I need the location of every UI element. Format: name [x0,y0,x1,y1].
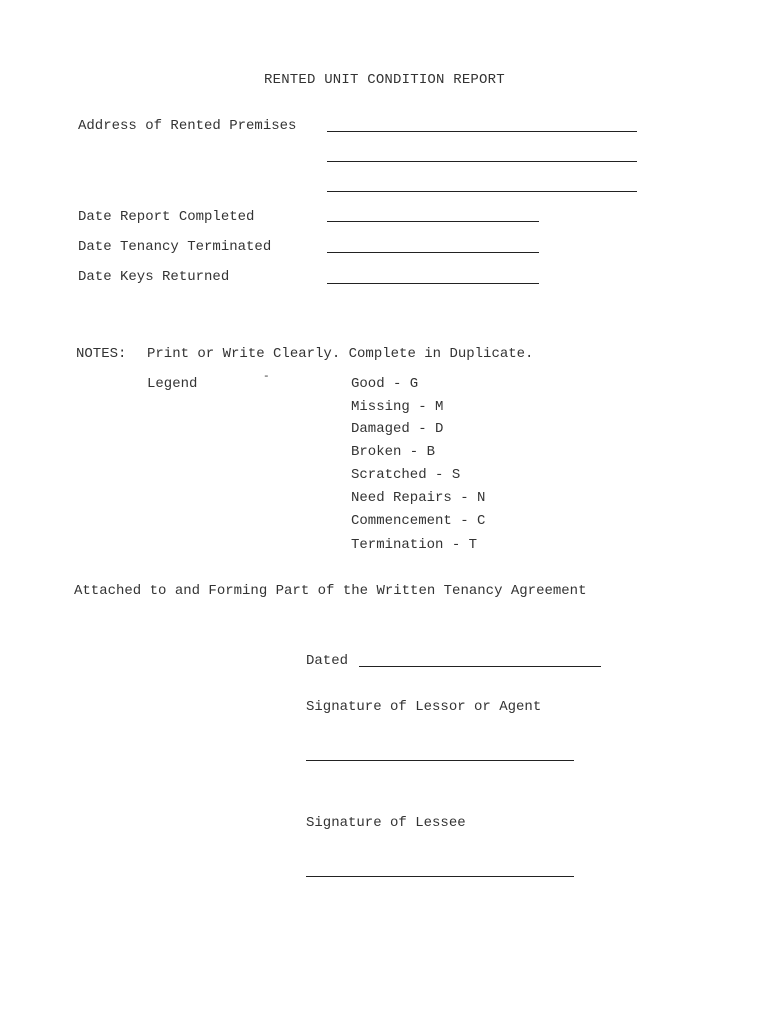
legend-item: Broken - B [351,444,436,460]
attached-statement: Attached to and Forming Part of the Written Tenancy Agreement [74,583,587,599]
legend-item: Termination - T [351,537,478,553]
date-tenancy-line[interactable] [327,252,539,253]
lessor-signature-label: Signature of Lessor or Agent [306,699,542,715]
legend-label: Legend [147,376,198,392]
address-line-3[interactable] [327,191,637,192]
legend-item: Good - G [351,376,419,392]
legend-item: Need Repairs - N [351,490,486,506]
notes-label: NOTES: [76,346,127,362]
notes-text: Print or Write Clearly. Complete in Duplicate. [147,346,534,362]
dated-label: Dated [306,653,349,669]
legend-item: Damaged - D [351,421,444,437]
date-keys-line[interactable] [327,283,539,284]
lessee-signature-line[interactable] [306,876,574,877]
legend-item: Missing - M [351,399,444,415]
legend-dash: - [263,371,270,383]
lessor-signature-line[interactable] [306,760,574,761]
page-title: RENTED UNIT CONDITION REPORT [264,72,505,88]
date-report-line[interactable] [327,221,539,222]
date-report-label: Date Report Completed [78,209,255,225]
date-keys-label: Date Keys Returned [78,269,230,285]
address-line-1[interactable] [327,131,637,132]
lessee-signature-label: Signature of Lessee [306,815,466,831]
date-tenancy-label: Date Tenancy Terminated [78,239,272,255]
legend-item: Commencement - C [351,513,486,529]
address-label: Address of Rented Premises [78,118,297,134]
legend-item: Scratched - S [351,467,461,483]
address-line-2[interactable] [327,161,637,162]
dated-line[interactable] [359,666,601,667]
